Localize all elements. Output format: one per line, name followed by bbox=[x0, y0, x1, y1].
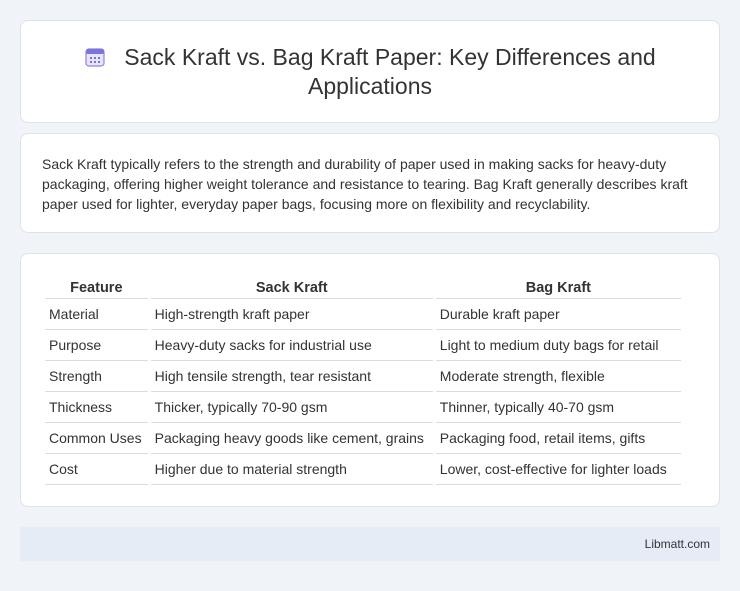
cell-bag-kraft: Moderate strength, flexible bbox=[436, 361, 681, 392]
table-row bbox=[45, 330, 681, 361]
cell-sack-kraft: High-strength kraft paper bbox=[151, 299, 433, 330]
table-row bbox=[45, 299, 681, 330]
comparison-card bbox=[20, 253, 720, 507]
title-card bbox=[20, 20, 720, 123]
table-row bbox=[45, 454, 681, 485]
cell-sack-kraft: Packaging heavy goods like cement, grains bbox=[151, 423, 433, 454]
cell-sack-kraft: Heavy-duty sacks for industrial use bbox=[151, 330, 433, 361]
cell-feature: Strength bbox=[45, 361, 148, 392]
footer-bar bbox=[20, 527, 720, 561]
table-row bbox=[45, 392, 681, 423]
cell-bag-kraft: Lower, cost-effective for lighter loads bbox=[436, 454, 681, 485]
cell-feature: Material bbox=[45, 299, 148, 330]
cell-sack-kraft: High tensile strength, tear resistant bbox=[151, 361, 433, 392]
comparison-table bbox=[42, 275, 684, 485]
calendar-icon bbox=[84, 46, 106, 68]
cell-bag-kraft: Thinner, typically 40-70 gsm bbox=[436, 392, 681, 423]
cell-sack-kraft: Higher due to material strength bbox=[151, 454, 433, 485]
page-title-wrap bbox=[21, 43, 719, 101]
cell-sack-kraft: Thicker, typically 70-90 gsm bbox=[151, 392, 433, 423]
cell-bag-kraft: Packaging food, retail items, gifts bbox=[436, 423, 681, 454]
cell-feature: Thickness bbox=[45, 392, 148, 423]
cell-feature: Common Uses bbox=[45, 423, 148, 454]
column-header-feature: Feature bbox=[45, 275, 148, 299]
summary-text: Sack Kraft typically refers to the strength and durability of paper used in making sacks for heavy-duty packaging, offering higher weight tolerance and resistance to tearing. Bag Kraft generally describes kraft paper used for lighter, everyday paper bags, focusing more on flexibility and recyclability. bbox=[42, 156, 688, 212]
page-title: Sack Kraft vs. Bag Kraft Paper: Key Differences and Applications bbox=[124, 44, 656, 99]
table-header-row bbox=[45, 275, 681, 299]
column-header-sack-kraft: Sack Kraft bbox=[151, 275, 433, 299]
summary-card bbox=[20, 133, 720, 233]
cell-feature: Cost bbox=[45, 454, 148, 485]
cell-bag-kraft: Durable kraft paper bbox=[436, 299, 681, 330]
footer-site-link[interactable]: Libmatt.com bbox=[644, 537, 710, 551]
cell-feature: Purpose bbox=[45, 330, 148, 361]
column-header-bag-kraft: Bag Kraft bbox=[436, 275, 681, 299]
table-row bbox=[45, 423, 681, 454]
table-row bbox=[45, 361, 681, 392]
cell-bag-kraft: Light to medium duty bags for retail bbox=[436, 330, 681, 361]
